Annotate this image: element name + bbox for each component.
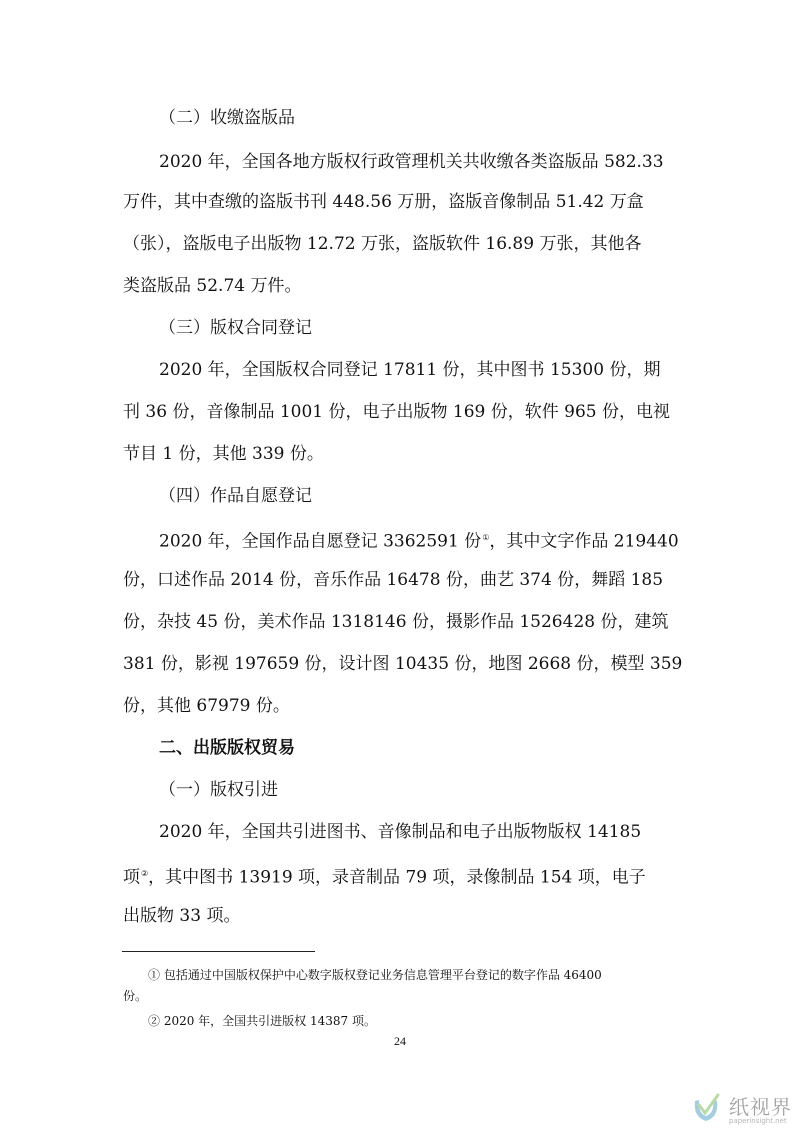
paragraph-line: 2020 年，全国共引进图书、音像制品和电子出版物版权 14185 xyxy=(159,822,642,842)
line-text: ，其中图书 13919 项，录音制品 79 项，录像制品 154 项，电子 xyxy=(148,867,646,888)
paragraph-line: （张），盗版电子出版物 12.72 万张，盗版软件 16.89 万张，其他各 xyxy=(123,234,642,254)
page-number: 24 xyxy=(394,1034,406,1048)
paragraph-line: 万件，其中查缴的盗版书刊 448.56 万册，盗版音像制品 51.42 万盒 xyxy=(123,192,644,212)
paragraph-line: 节目 1 份，其他 339 份。 xyxy=(123,444,324,464)
footnote-1-continuation: 份。 xyxy=(123,989,148,1003)
paragraph-line xyxy=(159,152,679,172)
footnote-2: ② 2020 年，全国共引进版权 14387 项。 xyxy=(148,1014,376,1028)
section-heading-confiscation: （二）收缴盗版品 xyxy=(159,108,295,128)
line-text: 2020 年，全国各地方版权行政管理机关共收缴各类盗版品 582.33 xyxy=(159,152,664,172)
paragraph-line: 2020 年，全国版权合同登记 17811 份，其中图书 15300 份，期 xyxy=(159,360,661,380)
paragraph-line: 出版物 33 项。 xyxy=(123,906,241,926)
section-heading-copyright-import: （一）版权引进 xyxy=(159,780,278,800)
footnote-ref-2[interactable]: ② xyxy=(141,869,149,878)
paragraph-line: 份，其他 67979 份。 xyxy=(123,696,290,716)
watermark xyxy=(689,1091,792,1125)
paragraph-line xyxy=(123,864,679,888)
line-text: 2020 年，全国作品自愿登记 3362591 份 xyxy=(159,531,482,552)
footnote-ref-1[interactable]: ① xyxy=(482,533,490,542)
part-heading-publishing-copyright-trade: 二、出版版权贸易 xyxy=(159,738,295,758)
footnote-divider xyxy=(122,951,315,952)
paperinsight-logo-icon xyxy=(689,1091,723,1125)
paragraph-line xyxy=(159,528,679,552)
watermark-title: 纸视界 xyxy=(729,1095,792,1119)
paragraph-line: 份，杂技 45 份，美术作品 1318146 份，摄影作品 1526428 份，建筑 xyxy=(123,612,669,632)
paragraph-line: 类盗版品 52.74 万件。 xyxy=(123,276,302,296)
footnote-1-line: ① 包括通过中国版权保护中心数字版权登记业务信息管理平台登记的数字作品 46400 xyxy=(148,968,602,982)
paragraph-line: 份，口述作品 2014 份，音乐作品 16478 份，曲艺 374 份，舞蹈 185 xyxy=(123,570,664,590)
section-heading-voluntary-registration: （四）作品自愿登记 xyxy=(159,486,312,506)
paragraph-line: 刊 36 份，音像制品 1001 份，电子出版物 169 份，软件 965 份，电视 xyxy=(123,402,671,422)
paragraph-line: 381 份，影视 197659 份，设计图 10435 份，地图 2668 份，模型 359 xyxy=(123,654,683,674)
section-heading-contract-registration: （三）版权合同登记 xyxy=(159,318,312,338)
line-text: ，其中文字作品 219440 xyxy=(489,531,679,552)
watermark-url: paperinsight.net xyxy=(729,1117,787,1125)
line-text: 项 xyxy=(123,867,140,888)
